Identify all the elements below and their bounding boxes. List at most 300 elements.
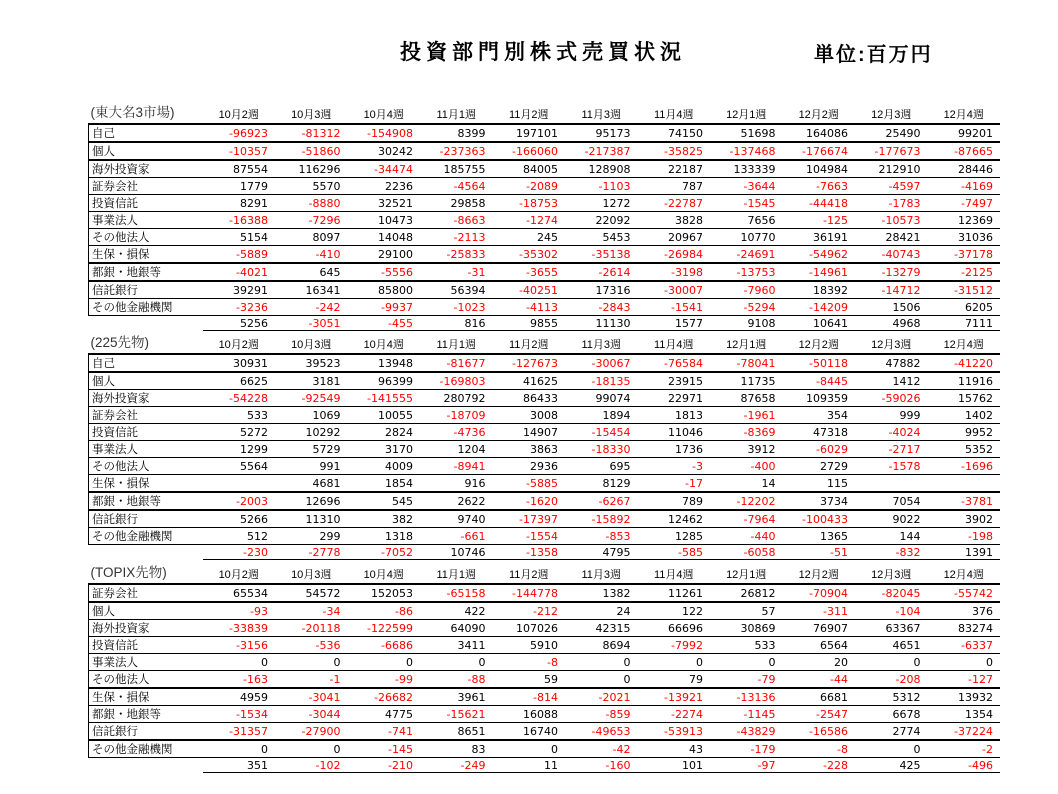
table-row [89,510,1001,528]
week-header: 12月2週 [783,106,856,124]
data-cell: 0 [928,654,1001,671]
data-cell: -26682 [348,688,421,706]
unit-label: 単位:百万円 [814,44,933,66]
data-cell: 1813 [638,407,711,424]
row-label: 投資信託 [89,637,203,654]
week-header: 11月3週 [565,106,638,124]
total-row [89,758,1001,773]
total-cell: -585 [638,545,711,560]
data-cell: 4651 [855,637,928,654]
data-cell: -2089 [493,178,566,195]
data-cell: 6681 [783,688,856,706]
data-cell: 280792 [420,390,493,407]
total-cell: 1577 [638,316,711,331]
data-cell: 14 [710,475,783,493]
data-cell: 20 [783,654,856,671]
data-cell: 66696 [638,620,711,637]
data-cell: -14961 [783,263,856,281]
data-table-topix-futures [88,566,1000,773]
data-cell: -13136 [710,688,783,706]
week-header: 12月1週 [710,566,783,584]
data-cell: -79 [710,671,783,689]
data-cell: 30931 [203,354,276,372]
data-cell: -4113 [493,299,566,316]
data-cell: 41625 [493,372,566,390]
data-cell: 2729 [783,458,856,475]
data-cell: -1541 [638,299,711,316]
section-label: (225先物) [89,336,203,354]
data-cell: 14907 [493,424,566,441]
data-cell: 1854 [348,475,421,493]
data-cell: -814 [493,688,566,706]
data-cell: 0 [710,654,783,671]
total-cell: -97 [710,758,783,773]
data-cell: -176674 [783,142,856,160]
data-cell: -166060 [493,142,566,160]
data-cell: -15454 [565,424,638,441]
week-header: 11月1週 [420,336,493,354]
data-cell: 96399 [348,372,421,390]
data-cell: -208 [855,671,928,689]
row-label: 証券会社 [89,178,203,195]
data-cell: 0 [855,654,928,671]
table-row [89,528,1001,545]
data-cell: 6564 [783,637,856,654]
table-row [89,263,1001,281]
data-cell: 14048 [348,229,421,246]
section-label: (TOPIX先物) [89,566,203,584]
data-cell: 116296 [275,160,348,178]
total-cell: -249 [420,758,493,773]
week-header: 11月3週 [565,566,638,584]
data-cell: 107026 [493,620,566,637]
table-row [89,441,1001,458]
row-label: 信託銀行 [89,723,203,741]
data-cell: -22787 [638,195,711,212]
data-cell: -2003 [203,492,276,510]
data-cell [203,475,276,493]
total-cell: 1391 [928,545,1001,560]
data-cell: 1069 [275,407,348,424]
total-cell: 7111 [928,316,1001,331]
data-cell: 56394 [420,281,493,299]
week-header: 12月3週 [855,106,928,124]
data-cell: 5272 [203,424,276,441]
data-cell: 11735 [710,372,783,390]
data-cell: 245 [493,229,566,246]
data-cell: -217387 [565,142,638,160]
total-row [89,316,1001,331]
data-cell: 2236 [348,178,421,195]
data-cell: -400 [710,458,783,475]
data-cell: 25490 [855,124,928,142]
week-header: 12月3週 [855,336,928,354]
data-cell: -8880 [275,195,348,212]
data-cell: 1299 [203,441,276,458]
data-cell: -2125 [928,263,1001,281]
data-cell: -1578 [855,458,928,475]
data-cell: -859 [565,706,638,723]
table-row [89,706,1001,723]
data-cell: -18709 [420,407,493,424]
data-cell: 39523 [275,354,348,372]
table-row [89,178,1001,195]
data-cell: -14712 [855,281,928,299]
data-cell: -8 [783,740,856,758]
data-cell [855,475,928,493]
data-cell: 3734 [783,492,856,510]
data-cell: 991 [275,458,348,475]
data-cell: -37224 [928,723,1001,741]
data-cell: -17 [638,475,711,493]
data-cell: -93 [203,602,276,620]
week-header: 10月4週 [348,336,421,354]
data-cell: 197101 [493,124,566,142]
total-row [89,545,1001,560]
total-cell: -230 [203,545,276,560]
data-cell: 31036 [928,229,1001,246]
data-cell: -8445 [783,372,856,390]
table-row [89,281,1001,299]
total-cell: 9108 [710,316,783,331]
data-cell: -78041 [710,354,783,372]
row-label: 証券会社 [89,584,203,602]
data-cell: -536 [275,637,348,654]
header-row [89,566,1001,584]
data-cell: 1894 [565,407,638,424]
table-row [89,671,1001,689]
row-label: 個人 [89,372,203,390]
data-cell: -1554 [493,528,566,545]
data-cell: -50118 [783,354,856,372]
data-cell: -3655 [493,263,566,281]
data-cell: -16586 [783,723,856,741]
data-cell: 354 [783,407,856,424]
data-cell: 10473 [348,212,421,229]
table-row [89,458,1001,475]
data-cell: -212 [493,602,566,620]
data-cell: 1506 [855,299,928,316]
data-cell: -2113 [420,229,493,246]
table-row [89,195,1001,212]
data-cell: 99201 [928,124,1001,142]
table-row [89,124,1001,142]
data-cell: 2774 [855,723,928,741]
data-cell: 4775 [348,706,421,723]
data-cell: 7054 [855,492,928,510]
data-cell: 22092 [565,212,638,229]
data-cell: 24 [565,602,638,620]
data-cell: -144778 [493,584,566,602]
data-cell: 1736 [638,441,711,458]
data-cell: 11046 [638,424,711,441]
data-cell: 2936 [493,458,566,475]
data-cell: 7656 [710,212,783,229]
data-cell: -4024 [855,424,928,441]
table-row [89,637,1001,654]
total-cell: 11 [493,758,566,773]
data-cell: 26812 [710,584,783,602]
week-header: 11月1週 [420,106,493,124]
data-cell: -24691 [710,246,783,264]
total-cell: 11130 [565,316,638,331]
row-label: 投資信託 [89,424,203,441]
data-cell: -35825 [638,142,711,160]
total-cell: 10746 [420,545,493,560]
table-row [89,424,1001,441]
row-label: 生保・損保 [89,688,203,706]
data-cell: 8097 [275,229,348,246]
data-cell: -49653 [565,723,638,741]
data-cell: 104984 [783,160,856,178]
data-cell: 3181 [275,372,348,390]
data-cell: 39291 [203,281,276,299]
data-cell: -3156 [203,637,276,654]
week-header: 10月4週 [348,106,421,124]
data-cell: -81312 [275,124,348,142]
data-cell: 12462 [638,510,711,528]
data-cell: -9937 [348,299,421,316]
data-cell: -15892 [565,510,638,528]
data-cell: 422 [420,602,493,620]
data-cell: -7296 [275,212,348,229]
row-label: その他法人 [89,458,203,475]
data-cell: 9740 [420,510,493,528]
table-row [89,740,1001,758]
data-cell: 4959 [203,688,276,706]
data-cell: -7497 [928,195,1001,212]
data-cell: -13921 [638,688,711,706]
data-cell: -5294 [710,299,783,316]
data-cell: 65534 [203,584,276,602]
data-cell: -86 [348,602,421,620]
data-cell: -6686 [348,637,421,654]
week-header: 11月4週 [638,336,711,354]
data-cell: -87665 [928,142,1001,160]
data-cell: 164086 [783,124,856,142]
data-cell: -4169 [928,178,1001,195]
total-cell: -496 [928,758,1001,773]
data-cell: 6205 [928,299,1001,316]
data-cell: -5889 [203,246,276,264]
data-cell: -7964 [710,510,783,528]
data-cell: -7992 [638,637,711,654]
data-cell: 12696 [275,492,348,510]
data-cell: -1961 [710,407,783,424]
data-cell: 57 [710,602,783,620]
table-row [89,372,1001,390]
data-cell: 122 [638,602,711,620]
data-cell: -1 [275,671,348,689]
total-cell: -6058 [710,545,783,560]
data-cell: 8291 [203,195,276,212]
data-cell: -1145 [710,706,783,723]
total-cell: -7052 [348,545,421,560]
data-cell: -6337 [928,637,1001,654]
table-row [89,246,1001,264]
table-row [89,654,1001,671]
data-cell: 16341 [275,281,348,299]
data-cell: -10573 [855,212,928,229]
data-cell: -661 [420,528,493,545]
data-cell: -853 [565,528,638,545]
week-header: 11月1週 [420,566,493,584]
data-cell: 86433 [493,390,566,407]
week-header: 12月3週 [855,566,928,584]
data-cell: 76907 [783,620,856,637]
total-cell: 101 [638,758,711,773]
week-header: 12月1週 [710,336,783,354]
data-cell: 3863 [493,441,566,458]
data-cell: 1779 [203,178,276,195]
total-cell: -2778 [275,545,348,560]
total-cell: 9855 [493,316,566,331]
data-cell: 5453 [565,229,638,246]
data-cell: 109359 [783,390,856,407]
week-header: 12月2週 [783,336,856,354]
data-cell: -82045 [855,584,928,602]
data-cell: 5570 [275,178,348,195]
table-row [89,584,1001,602]
data-cell: -100433 [783,510,856,528]
row-label: 個人 [89,142,203,160]
table-row [89,602,1001,620]
table-row [89,142,1001,160]
data-cell: 0 [203,654,276,671]
data-cell: 382 [348,510,421,528]
data-cell: -18135 [565,372,638,390]
data-cell: -31 [420,263,493,281]
data-cell: -35302 [493,246,566,264]
week-header: 10月2週 [203,106,276,124]
week-header: 12月1週 [710,106,783,124]
total-cell: 4795 [565,545,638,560]
data-cell: 8694 [565,637,638,654]
data-cell: -3236 [203,299,276,316]
data-cell: -4021 [203,263,276,281]
data-cell: 133339 [710,160,783,178]
data-cell: -8941 [420,458,493,475]
row-label: 個人 [89,602,203,620]
row-label: 自己 [89,354,203,372]
data-cell: 0 [565,654,638,671]
header-row [89,336,1001,354]
row-label: 信託銀行 [89,510,203,528]
week-header: 12月4週 [928,336,1001,354]
week-header: 11月2週 [493,336,566,354]
row-label: 海外投資家 [89,390,203,407]
data-cell: -122599 [348,620,421,637]
data-cell: -30007 [638,281,711,299]
data-cell: -8663 [420,212,493,229]
data-cell: 1285 [638,528,711,545]
data-cell: -92549 [275,390,348,407]
data-cell: -43829 [710,723,783,741]
table-row [89,354,1001,372]
table-row [89,160,1001,178]
row-label: 投資信託 [89,195,203,212]
data-cell: -27900 [275,723,348,741]
data-cell: 32521 [348,195,421,212]
data-cell: 5266 [203,510,276,528]
data-cell: 299 [275,528,348,545]
row-label: 自己 [89,124,203,142]
week-header: 10月2週 [203,566,276,584]
data-cell: -179 [710,740,783,758]
data-cell: 3828 [638,212,711,229]
data-cell: 0 [420,654,493,671]
data-cell: -2614 [565,263,638,281]
data-cell: 533 [710,637,783,654]
header-row [89,106,1001,124]
data-cell: -42 [565,740,638,758]
total-cell: -160 [565,758,638,773]
row-label: 事業法人 [89,212,203,229]
data-cell: -8 [493,654,566,671]
data-cell: -4564 [420,178,493,195]
row-label: 信託銀行 [89,281,203,299]
data-cell: 54572 [275,584,348,602]
data-cell: -2274 [638,706,711,723]
data-cell: -70904 [783,584,856,602]
data-cell: 1402 [928,407,1001,424]
data-cell: 6625 [203,372,276,390]
data-cell: 212910 [855,160,928,178]
data-cell: -5556 [348,263,421,281]
row-label: 証券会社 [89,407,203,424]
data-cell: 115 [783,475,856,493]
data-table-nikkei225-futures [88,336,1000,560]
data-cell: -2717 [855,441,928,458]
total-row-empty-label [89,316,203,331]
data-cell: -3044 [275,706,348,723]
data-cell: 5729 [275,441,348,458]
data-cell: -55742 [928,584,1001,602]
data-cell: -154908 [348,124,421,142]
data-cell: 8129 [565,475,638,493]
data-cell: 787 [638,178,711,195]
data-cell: -34 [275,602,348,620]
data-cell: 87554 [203,160,276,178]
data-cell: 11310 [275,510,348,528]
data-cell: 23915 [638,372,711,390]
data-cell: 16740 [493,723,566,741]
data-cell: 47318 [783,424,856,441]
data-cell: -104 [855,602,928,620]
table-row [89,723,1001,741]
total-cell: 10641 [783,316,856,331]
data-cell: -30067 [565,354,638,372]
data-cell: -2843 [565,299,638,316]
data-cell: 8651 [420,723,493,741]
data-cell: 59 [493,671,566,689]
data-cell: 0 [275,740,348,758]
data-cell: 1272 [565,195,638,212]
data-cell: -15621 [420,706,493,723]
data-cell: -2547 [783,706,856,723]
data-cell: 10055 [348,407,421,424]
data-cell: -7663 [783,178,856,195]
data-cell: 0 [275,654,348,671]
row-label: その他金融機関 [89,528,203,545]
data-cell: -37178 [928,246,1001,264]
table-row [89,212,1001,229]
data-cell: -14209 [783,299,856,316]
data-cell: 2622 [420,492,493,510]
total-cell: -455 [348,316,421,331]
data-cell: 51698 [710,124,783,142]
table-row [89,688,1001,706]
